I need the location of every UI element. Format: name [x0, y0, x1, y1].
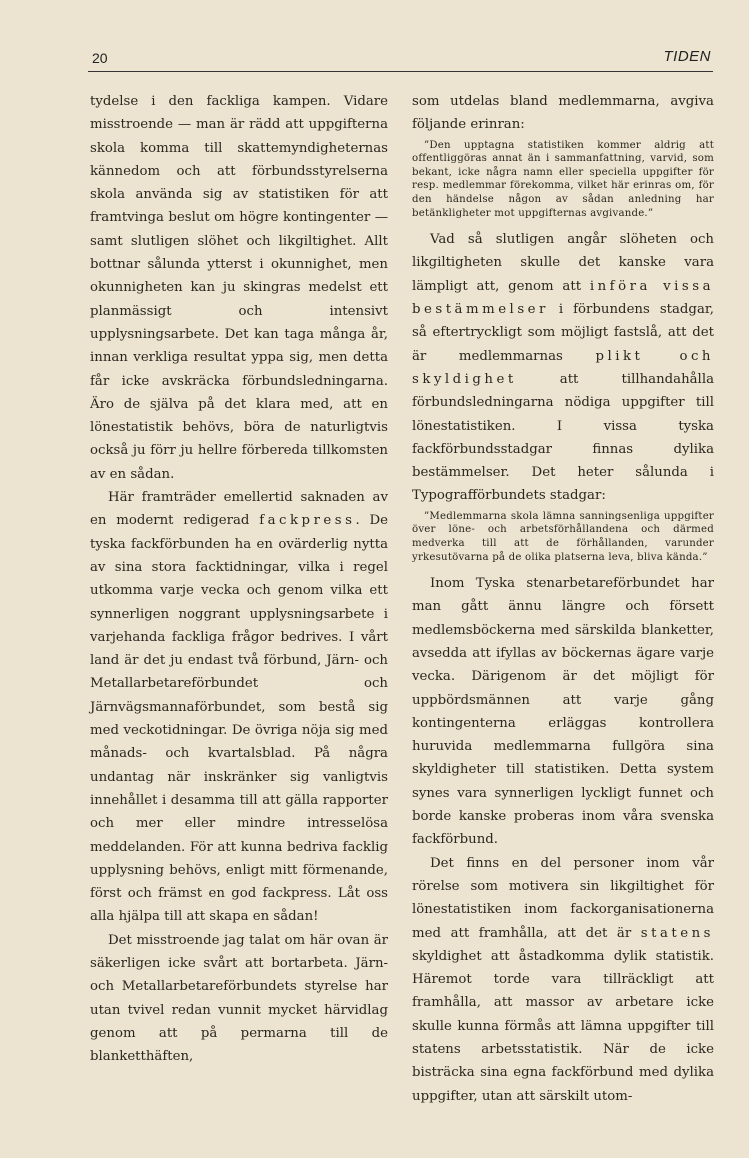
block-quote: ”Medlemmarna skola lämna sanningsenliga uppgifter över löne- och arbetsförhållandena och därmed medverka till att de förhållanden, varunder yrkesutövarna på de olika platserna leva, bliva kända.” — [412, 510, 714, 563]
paragraph: tydelse i den fackliga kampen. Vidare misstroende — man är rädd att uppgifterna skola komma till skattemyndigheternas kännedom och att förbundsstyrelserna skola använda sig av statistiken för att framtvinga beslut om högre kontingenter — samt slutligen slöhet och likgiltighet. Allt bottnar sålunda ytterst i okunnighet, men okunnigheten kan ju skingras medelst ett planmässigt och intensivt upplysningsarbete. Det kan taga många år, innan verkliga resultat yppa sig, men detta får icke avskräcka förbundsledningarna. Äro de själva på det klara med, att en lönestatistik behövs, böra de naturligtvis också ju förr ju hellre förbereda tillkomsten av en sådan. — [90, 94, 388, 482]
spaced-emphasis: införa vissa bestämmelser — [412, 278, 714, 318]
text-run: Här framträder emellertid saknaden av en modernt redigerad — [90, 490, 388, 529]
text-run: Det finns en del personer inom vår rörelse som motivera sin likgiltighet för lönestatistiken inom fackorganisationerna med att framhålla, att det är — [412, 855, 714, 941]
spaced-emphasis: fackpress — [259, 513, 356, 529]
text-run: att tillhandahålla förbundsledningarna nödiga uppgifter till lönestatistiken. I vissa tyska fackförbundsstadgar finnas dylika bestämmelser. Det heter sålunda i Typografförbundets stadgar: — [412, 371, 714, 504]
text-run: skyldighet att åstadkomma dylik statistik. Häremot torde vara tillräckligt att framhålla, att massor av arbetare icke skulle kunna förmås att lämna uppgifter till statens arbetsstatistik. När de icke bisträcka sina egna fackförbund med dylika uppgifter, utan att särskilt utom- — [412, 948, 714, 1104]
spaced-emphasis: statens — [640, 925, 714, 941]
text-run: Vad så slutligen angår slöheten och likgiltigheten skulle det kanske vara lämpligt att, genom att — [412, 232, 714, 294]
spaced-emphasis: plikt och skyldighet — [412, 348, 714, 387]
header-rule — [88, 71, 713, 72]
journal-title: TIDEN — [663, 48, 711, 65]
left-column — [90, 90, 388, 1068]
text-run: . De tyska fackförbunden ha en ovärderlig nytta av sina stora facktidningar, vilka i regel utkomma varje vecka och genom vilka ett synnerligen noggrant upplysningsarbete i varjehanda fackliga frågor bedrives. I vårt land är det ju endast två förbund, Järn- och Metallarbetareförbundet och Järnvägsmannaförbundet, som bestå sig med veckotidningar. De övriga nöja sig med månads- och kvartalsblad. På några undantag när inskränker sig vanligtvis innehållet i desamma till att gälla rapporter och mer eller mindre intresselösa meddelanden. För att kunna bedriva facklig upplysning behövs, enligt mitt förmenande, först och främst en god fackpress. Låt oss alla hjälpa till att skapa en sådan! — [90, 513, 388, 925]
text-run: i förbundens stadgar, så eftertryckligt som möjligt fastslå, att det är medlemmarnas — [412, 302, 714, 364]
page-number: 20 — [92, 50, 108, 66]
block-quote: ”Den upptagna statistiken kommer aldrig att offentliggöras annat än i sammanfattning, varvid, som bekant, icke några namn eller speciella uppgifter för resp. medlemmar förekomma, vilket här erinras om, för den händelse någon av sådan anledning har betänkligheter mot uppgifternas avgivande.” — [412, 139, 714, 219]
paragraph: som utdelas bland medlemmarna, avgiva följande erinran: — [412, 94, 714, 133]
paragraph — [412, 228, 714, 508]
paragraph — [90, 486, 388, 929]
paragraph — [412, 852, 714, 1108]
right-column — [412, 90, 714, 1108]
paragraph: Det misstroende jag talat om här ovan är säkerligen icke svårt att bortarbeta. Järn- och Metallarbetareförbundets styrelse har utan tvivel redan vunnit mycket härvidlag genom att på permarna till de blanketthäften, — [90, 932, 388, 1065]
paragraph: Inom Tyska stenarbetareförbundet har man gått ännu längre och försett medlemsböckerna med särskilda blanketter, avsedda att ifyllas av böckernas ägare varje vecka. Därigenom är det möjligt för uppbördsmännen att varje gång kontingenterna erläggas kontrollera huruvida medlemmarna fullgöra sina skyldigheter till statistiken. Detta system synes vara synnerligen lyckligt funnet och borde kanske proberas inom våra svenska fackförbund. — [412, 576, 714, 848]
